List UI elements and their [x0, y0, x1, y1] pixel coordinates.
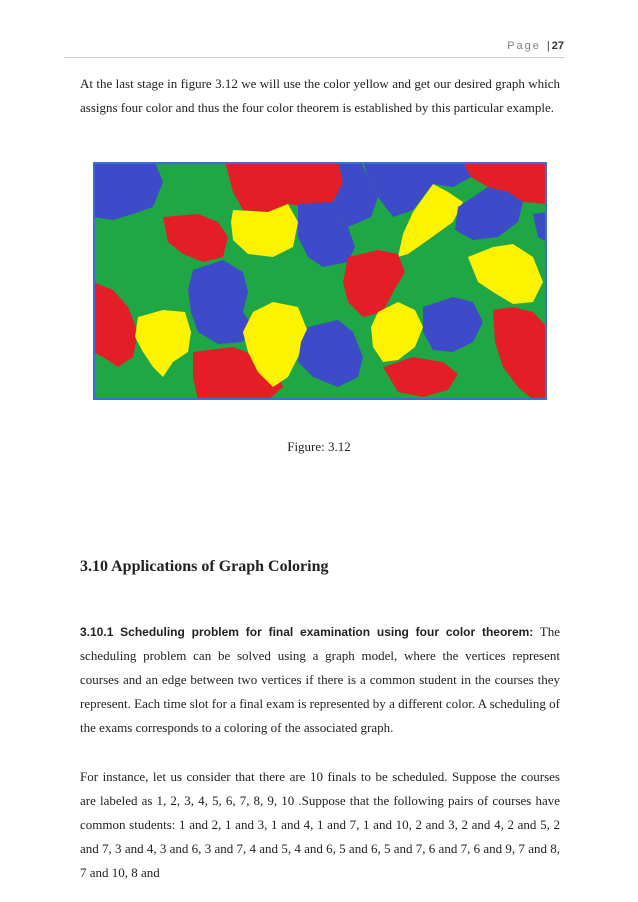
subsection-text: The scheduling problem can be solved using a graph model, where the vertices represent courses and an edge between two vertices if there is a common student in the courses they represent. Each time slot for a final exam is represented by a different color. A scheduling of the exams corresponds to a coloring of the associated graph.: [80, 624, 560, 735]
figure-caption: Figure: 3.12: [287, 439, 351, 454]
section-title: 3.10 Applications of Graph Coloring: [80, 558, 329, 575]
example-paragraph: For instance, let us consider that there are 10 finals to be scheduled. Suppose the courses are labeled as 1, 2, 3, 4, 5, 6, 7, 8, 9, 10 .Suppose that the following pairs of courses have common students: 1 and 2, 1 and 3, 1 and 4, 1 and 7, 1 and 10, 2 and 3, 2 and 4, 2 and 5, 2 and 7, 3 and 4, 3 and 6, 3 and 7, 4 and 5, 4 and 6, 5 and 6, 5 and 7, 6 and 7, 6 and 9, 7 and 8, 7 and 10, 8 and: [80, 769, 560, 880]
intro-paragraph: At the last stage in figure 3.12 we will use the color yellow and get our desired graph which assigns four color and thus the four color theorem is established by this particular example.: [80, 76, 560, 115]
page-label: Page: [507, 40, 541, 52]
page-number: 27: [551, 40, 564, 52]
header-rule: [64, 57, 564, 58]
page-separator: |: [546, 40, 550, 52]
page-header: [64, 40, 564, 54]
four-color-map: [93, 162, 547, 400]
subsection-paragraph: [80, 620, 560, 740]
subsection-heading: 3.10.1 Scheduling problem for final examination using four color theorem:: [80, 625, 534, 639]
four-color-map-figure: [93, 162, 547, 400]
